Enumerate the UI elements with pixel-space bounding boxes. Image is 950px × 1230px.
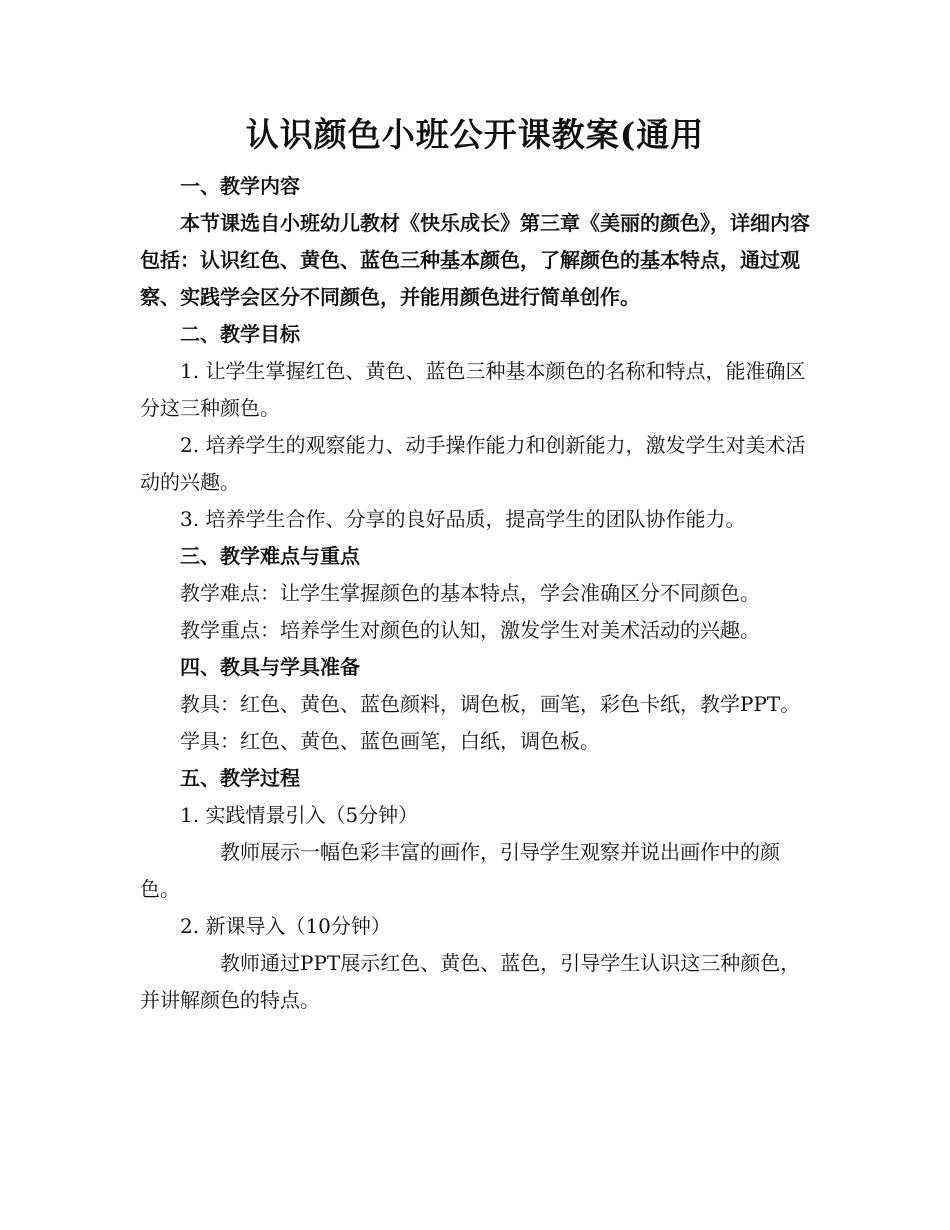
teaching-goal-1: 1. 让学生掌握红色、黄色、蓝色三种基本颜色的名称和特点，能准确区分这三种颜色。 (140, 359, 806, 420)
teaching-content-paragraph: 本节课选自小班幼儿教材《快乐成长》第三章《美丽的颜色》，详细内容包括：认识红色、黄色、蓝色三种基本颜色，了解颜色的基本特点，通过观察、实践学会区分不同颜色，并能用颜色进行简单创作。 (140, 211, 810, 309)
section-heading-teaching-process: 五、教学过程 (180, 766, 300, 790)
section-heading-teaching-goals: 二、教学目标 (180, 322, 300, 346)
process-step-2-detail: 教师通过PPT展示红色、黄色、蓝色，引导学生认识这三种颜色，并讲解颜色的特点。 (140, 951, 801, 1012)
teaching-key-point: 教学重点：培养学生对颜色的认知，激发学生对美术活动的兴趣。 (180, 618, 760, 642)
teaching-difficulty: 教学难点：让学生掌握颜色的基本特点，学会准确区分不同颜色。 (180, 581, 760, 605)
section-heading-teaching-content: 一、教学内容 (180, 174, 300, 198)
teaching-goal-2: 2. 培养学生的观察能力、动手操作能力和创新能力，激发学生对美术活动的兴趣。 (140, 433, 806, 494)
section-heading-tools-preparation: 四、教具与学具准备 (180, 655, 360, 679)
teaching-goal-3: 3. 培养学生合作、分享的良好品质，提高学生的团队协作能力。 (180, 507, 746, 531)
process-step-2: 2. 新课导入（10分钟） (180, 914, 391, 938)
process-step-1: 1. 实践情景引入（5分钟） (180, 803, 419, 827)
document-body (140, 168, 810, 1019)
process-step-1-detail: 教师展示一幅色彩丰富的画作，引导学生观察并说出画作中的颜色。 (140, 840, 780, 901)
section-heading-difficulties-key-points: 三、教学难点与重点 (180, 544, 360, 568)
teacher-tools: 教具：红色、黄色、蓝色颜料，调色板，画笔，彩色卡纸，教学PPT。 (180, 692, 801, 716)
student-tools: 学具：红色、黄色、蓝色画笔，白纸，调色板。 (180, 729, 600, 753)
document-title: 认识颜色小班公开课教案(通用 (245, 115, 705, 154)
